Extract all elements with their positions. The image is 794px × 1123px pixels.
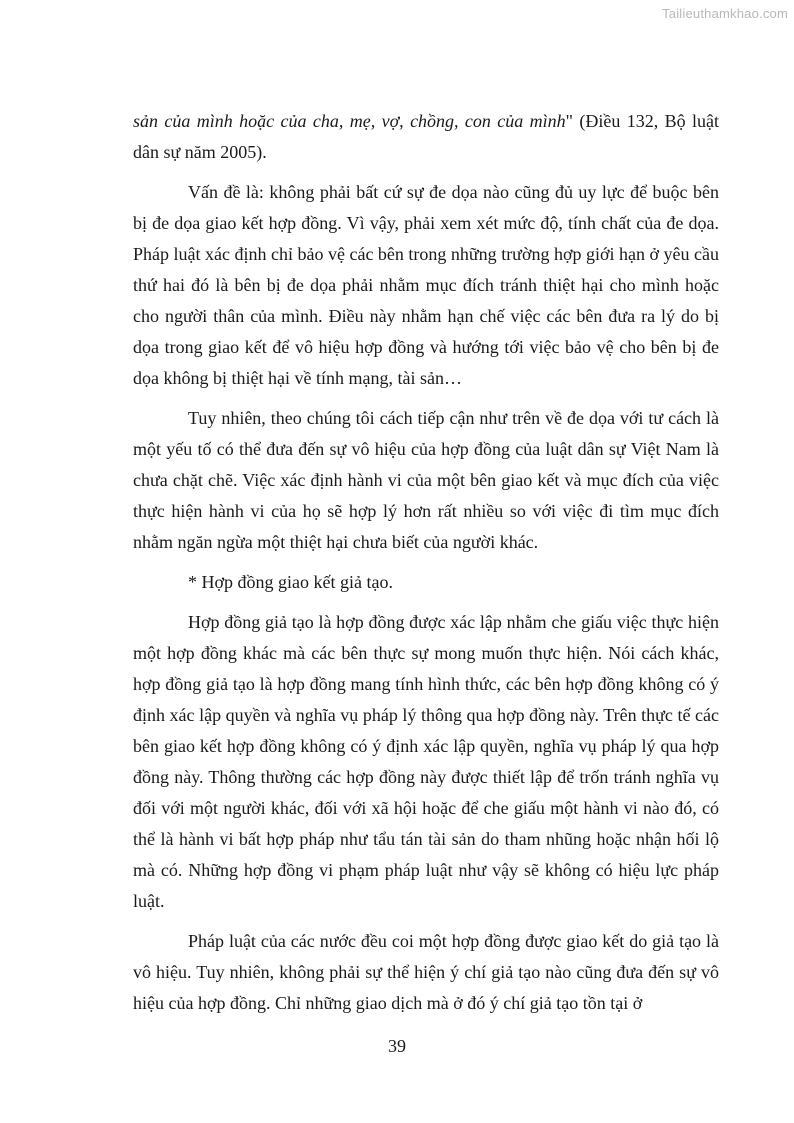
page-number: 39 [388, 1036, 406, 1056]
paragraph: Tuy nhiên, theo chúng tôi cách tiếp cận như trên về đe dọa với tư cách là một yếu tố có thể đưa đến sự vô hiệu của hợp đồng của luật dân sự Việt Nam là chưa chặt chẽ. Việc xác định hành vi của một bên giao kết và mục đích của việc thực hiện hành vi của họ sẽ hợp lý hơn rất nhiều so với việc đi tìm mục đích nhằm ngăn ngừa một thiệt hại chưa biết của người khác. [133, 408, 719, 552]
paragraph: Vấn đề là: không phải bất cứ sự đe dọa nào cũng đủ uy lực để buộc bên bị đe dọa giao kết hợp đồng. Vì vậy, phải xem xét mức độ, tính chất của đe dọa. Pháp luật xác định chỉ bảo vệ các bên trong những trường hợp giới hạn ở yêu cầu thứ hai đó là bên bị đe dọa phải nhằm mục đích tránh thiệt hại cho mình hoặc cho người thân của mình. Điều này nhằm hạn chế việc các bên đưa ra lý do bị dọa trong giao kết để vô hiệu hợp đồng và hướng tới việc bảo vệ cho bên bị đe dọa không bị thiệt hại về tính mạng, tài sản… [133, 182, 719, 388]
paragraph-continuation [133, 106, 719, 168]
watermark: Tailieuthamkhao.com [662, 6, 788, 21]
paragraph: Pháp luật của các nước đều coi một hợp đồng được giao kết do giả tạo là vô hiệu. Tuy nhiên, không phải sự thể hiện ý chí giả tạo nào cũng đưa đến sự vô hiệu của hợp đồng. Chỉ những giao dịch mà ở đó ý chí giả tạo tồn tại ở [133, 931, 719, 1013]
paragraph: Hợp đồng giả tạo là hợp đồng được xác lập nhằm che giấu việc thực hiện một hợp đồng khác mà các bên thực sự mong muốn thực hiện. Nói cách khác, hợp đồng giả tạo là hợp đồng mang tính hình thức, các bên hợp đồng không có ý định xác lập quyền và nghĩa vụ pháp lý thông qua hợp đồng này. Trên thực tế các bên giao kết hợp đồng không có ý định xác lập quyền, nghĩa vụ pháp lý qua hợp đồng này. Thông thường các hợp đồng này được thiết lập để trốn tránh nghĩa vụ đối với một người khác, đối với xã hội hoặc để che giấu một hành vi nào đó, có thể là hành vi bất hợp pháp như tẩu tán tài sản do tham nhũng hoặc nhận hối lộ mà có. Những hợp đồng vi phạm pháp luật như vậy sẽ không có hiệu lực pháp luật. [133, 612, 719, 911]
section-heading: * Hợp đồng giao kết giả tạo. [188, 572, 393, 592]
document-body [133, 106, 719, 1028]
citation-text: " (Điều 132, Bộ luật dân sự năm 2005). [133, 111, 720, 162]
italic-quote: sản của mình hoặc của cha, mẹ, vợ, chồng, con của mình [133, 111, 566, 131]
